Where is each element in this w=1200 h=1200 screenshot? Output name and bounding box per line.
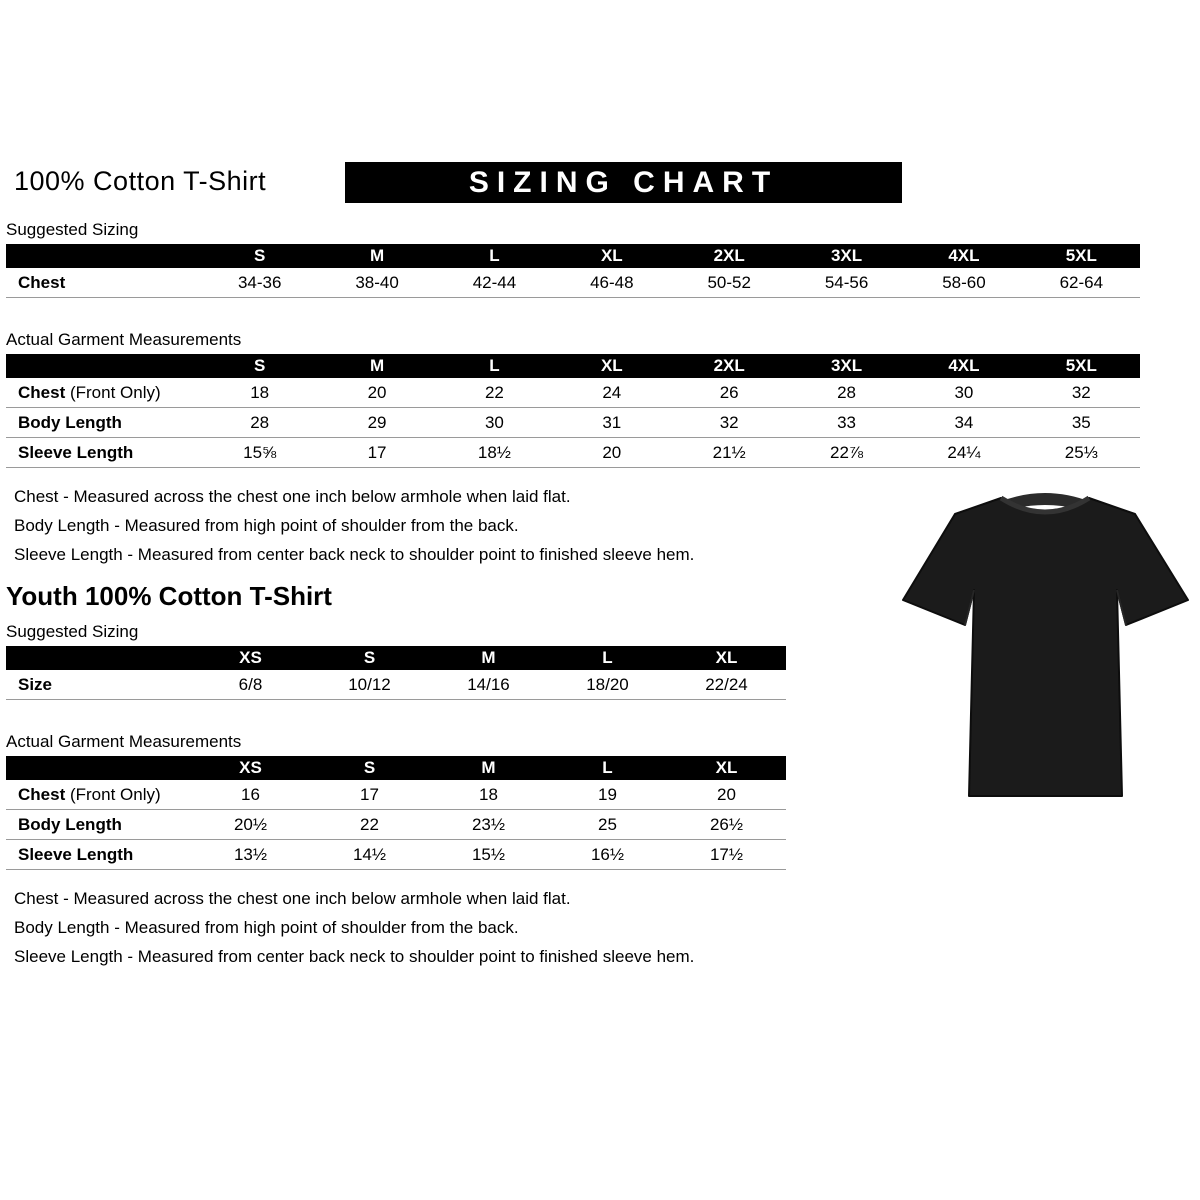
measurement-value: 30 [436,408,553,438]
measurement-row [6,438,1140,468]
measurement-value: 17 [310,780,429,810]
row-label: Chest (Front Only) [6,780,191,810]
row-label: Chest [6,268,201,298]
measurement-value: 26½ [667,810,786,840]
size-header-row [6,756,786,780]
measurement-value: 18 [429,780,548,810]
measurement-value: 26 [671,378,788,408]
measurement-value: 32 [1023,378,1140,408]
size-header-row [6,244,1140,268]
measurement-value: 6/8 [191,670,310,700]
adult-suggested-sizing-table [6,244,1140,298]
measurement-value: 35 [1023,408,1140,438]
measurement-value: 22 [310,810,429,840]
measurement-value: 10/12 [310,670,429,700]
youth-suggested-sizing-table [6,646,786,700]
measurement-value: 20 [553,438,670,468]
measurement-value: 50-52 [671,268,788,298]
measurement-value: 14½ [310,840,429,870]
measurement-value: 18/20 [548,670,667,700]
measurement-value: 17 [318,438,435,468]
measurement-value: 14/16 [429,670,548,700]
measurement-row [6,810,786,840]
note-body-length: Body Length - Measured from high point of shoulder from the back. [14,516,519,535]
note-chest: Chest - Measured across the chest one inch below armhole when laid flat. [14,487,571,506]
measurement-row [6,378,1140,408]
size-header-row [6,646,786,670]
measurement-value: 29 [318,408,435,438]
youth-measurement-notes [14,884,1200,971]
size-header-row [6,354,1140,378]
measurement-value: 16 [191,780,310,810]
size-column-header: XL [553,354,670,378]
measurement-value: 21½ [671,438,788,468]
black-t-shirt-icon [895,478,1195,813]
size-column-header: M [429,646,548,670]
measurement-value: 25⅓ [1023,438,1140,468]
size-column-header: XL [667,756,786,780]
size-column-header: S [201,244,318,268]
measurement-value: 22⅞ [788,438,905,468]
note-chest: Chest - Measured across the chest one inch below armhole when laid flat. [14,889,571,908]
size-column-header: XS [191,756,310,780]
measurement-value: 38-40 [318,268,435,298]
note-body-length: Body Length - Measured from high point of shoulder from the back. [14,918,519,937]
measurement-row [6,670,786,700]
header-corner [6,244,201,268]
measurement-value: 22 [436,378,553,408]
size-column-header: 5XL [1023,354,1140,378]
header-corner [6,354,201,378]
size-column-header: M [429,756,548,780]
youth-actual-measurements-table [6,756,786,870]
size-column-header: 2XL [671,244,788,268]
measurement-value: 24 [553,378,670,408]
measurement-value: 20 [318,378,435,408]
size-column-header: M [318,354,435,378]
measurement-row [6,408,1140,438]
row-label: Chest (Front Only) [6,378,201,408]
measurement-value: 19 [548,780,667,810]
measurement-value: 30 [905,378,1022,408]
size-column-header: S [201,354,318,378]
size-column-header: 5XL [1023,244,1140,268]
t-shirt-product-image [895,478,1195,813]
measurement-value: 28 [201,408,318,438]
size-column-header: 4XL [905,354,1022,378]
measurement-value: 13½ [191,840,310,870]
row-label: Sleeve Length [6,438,201,468]
measurement-value: 23½ [429,810,548,840]
measurement-value: 18½ [436,438,553,468]
measurement-value: 24¼ [905,438,1022,468]
measurement-value: 34 [905,408,1022,438]
measurement-value: 42-44 [436,268,553,298]
header-corner [6,756,191,780]
note-sleeve-length: Sleeve Length - Measured from center back neck to shoulder point to finished sleeve hem. [14,947,695,966]
measurement-value: 18 [201,378,318,408]
measurement-value: 46-48 [553,268,670,298]
measurement-value: 58-60 [905,268,1022,298]
sizing-chart-banner: SIZING CHART [345,162,902,203]
measurement-value: 32 [671,408,788,438]
size-column-header: 2XL [671,354,788,378]
size-column-header: 3XL [788,354,905,378]
row-label: Sleeve Length [6,840,191,870]
size-column-header: 4XL [905,244,1022,268]
row-label: Body Length [6,408,201,438]
measurement-value: 62-64 [1023,268,1140,298]
measurement-value: 34-36 [201,268,318,298]
size-column-header: 3XL [788,244,905,268]
size-column-header: XS [191,646,310,670]
youth-suggested-sizing-label: Suggested Sizing [6,622,139,641]
measurement-value: 15⅝ [201,438,318,468]
adult-suggested-sizing-label: Suggested Sizing [6,220,139,239]
header-corner [6,646,191,670]
youth-actual-measurements-label: Actual Garment Measurements [6,732,242,751]
row-label: Body Length [6,810,191,840]
measurement-value: 15½ [429,840,548,870]
size-column-header: L [436,354,553,378]
measurement-value: 31 [553,408,670,438]
size-column-header: L [436,244,553,268]
adult-actual-measurements-table [6,354,1140,468]
size-column-header: XL [667,646,786,670]
measurement-value: 25 [548,810,667,840]
measurement-row [6,840,786,870]
size-column-header: S [310,646,429,670]
measurement-value: 20 [667,780,786,810]
page-header [0,160,1200,210]
youth-section-title: Youth 100% Cotton T-Shirt [6,581,332,611]
size-column-header: L [548,756,667,780]
measurement-value: 16½ [548,840,667,870]
size-column-header: S [310,756,429,780]
measurement-row [6,780,786,810]
page-title: 100% Cotton T-Shirt [14,166,267,196]
measurement-value: 22/24 [667,670,786,700]
size-column-header: M [318,244,435,268]
size-column-header: XL [553,244,670,268]
measurement-value: 20½ [191,810,310,840]
measurement-value: 54-56 [788,268,905,298]
measurement-value: 17½ [667,840,786,870]
size-column-header: L [548,646,667,670]
measurement-value: 28 [788,378,905,408]
note-sleeve-length: Sleeve Length - Measured from center back neck to shoulder point to finished sleeve hem. [14,545,695,564]
adult-actual-measurements-label: Actual Garment Measurements [6,330,242,349]
row-label: Size [6,670,191,700]
measurement-value: 33 [788,408,905,438]
measurement-row [6,268,1140,298]
